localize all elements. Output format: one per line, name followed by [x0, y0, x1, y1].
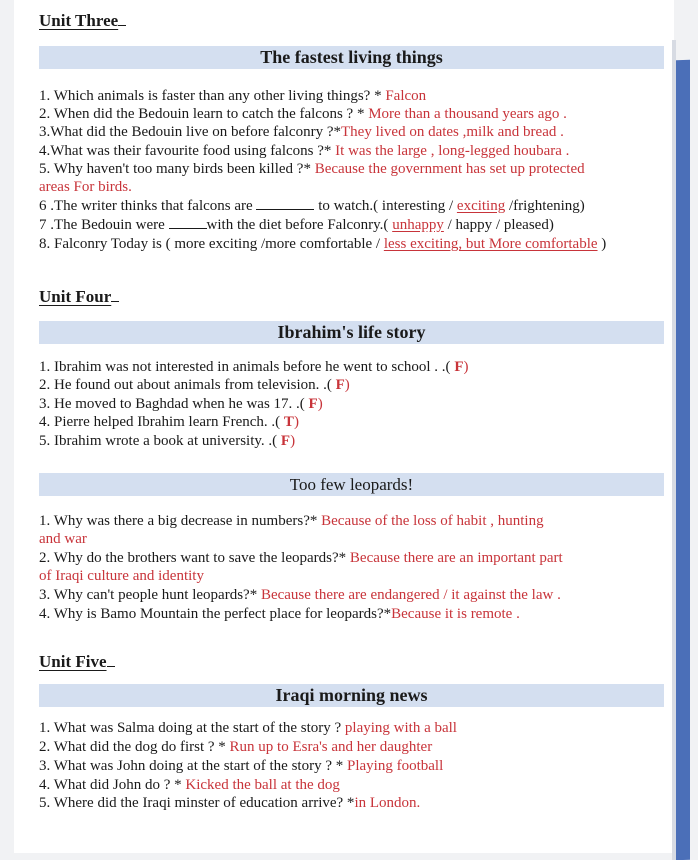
- u3-question-8: 8. Falconry Today is ( more exciting /more comfortable / less exciting, but More comfortable ): [39, 236, 607, 252]
- section-title-ibrahims-life-story: Ibrahim's life story: [39, 321, 664, 344]
- answer-blank: [169, 228, 207, 229]
- u3-question-2: 2. When did the Bedouin learn to catch the falcons ? * More than a thousand years ago .: [39, 106, 567, 122]
- u4-leopard-question-3: 3. Why can't people hunt leopards?* Because there are endangered / it against the law .: [39, 587, 561, 603]
- u3-question-5-cont: areas For birds.: [39, 179, 132, 195]
- unit-four-heading: Unit Four: [39, 287, 119, 307]
- u5-question-3: 3. What was John doing at the start of the story ? * Playing football: [39, 758, 444, 774]
- u3-question-7: 7 .The Bedouin were with the diet before Falconry.( unhappy / happy / pleased): [39, 217, 554, 233]
- u3-question-6: 6 .The writer thinks that falcons are to watch.( interesting / exciting /frightening): [39, 198, 585, 214]
- u4-statement-4: 4. Pierre helped Ibrahim learn French. .( T): [39, 414, 299, 430]
- u4-statement-3: 3. He moved to Baghdad when he was 17. .( F): [39, 396, 323, 412]
- u5-question-2: 2. What did the dog do first ? * Run up to Esra's and her daughter: [39, 739, 433, 755]
- u3-question-4: 4.What was their favourite food using falcons ?* It was the large , long-legged houbara .: [39, 143, 570, 159]
- unit-five-heading: Unit Five: [39, 652, 115, 672]
- u4-statement-1: 1. Ibrahim was not interested in animals before he went to school . .( F): [39, 359, 469, 375]
- u4-leopard-question-2: 2. Why do the brothers want to save the leopards?* Because there are an important part: [39, 550, 563, 566]
- section-title-iraqi-morning-news: Iraqi morning news: [39, 684, 664, 707]
- u5-question-5: 5. Where did the Iraqi minster of education arrive? *in London.: [39, 795, 421, 811]
- u3-question-1: 1. Which animals is faster than any other living things? * Falcon: [39, 88, 427, 104]
- section-title-fastest-living-things: The fastest living things: [39, 46, 664, 69]
- u4-leopard-question-1: 1. Why was there a big decrease in numbers?* Because of the loss of habit , hunting: [39, 513, 544, 529]
- u4-leopard-question-2-cont: of Iraqi culture and identity: [39, 568, 204, 584]
- answer-blank: [256, 209, 314, 210]
- u4-statement-5: 5. Ibrahim wrote a book at university. .( F): [39, 433, 296, 449]
- u3-question-3: 3.What did the Bedouin live on before falconry ?*They lived on dates ,milk and bread .: [39, 124, 564, 140]
- section-title-too-few-leopards: Too few leopards!: [39, 473, 664, 496]
- u4-leopard-question-4: 4. Why is Bamo Mountain the perfect place for leopards?*Because it is remote .: [39, 606, 520, 622]
- u5-question-4: 4. What did John do ? * Kicked the ball at the dog: [39, 777, 340, 793]
- u5-question-1: 1. What was Salma doing at the start of the story ? playing with a ball: [39, 720, 457, 736]
- unit-three-heading: Unit Three: [39, 11, 126, 31]
- decorative-side-bar: [676, 60, 690, 860]
- u4-statement-2: 2. He found out about animals from television. .( F): [39, 377, 350, 393]
- worksheet-page: [14, 0, 674, 853]
- u4-leopard-question-1-cont: and war: [39, 531, 87, 547]
- u3-question-5: 5. Why haven't too many birds been killed ?* Because the government has set up protected: [39, 161, 585, 177]
